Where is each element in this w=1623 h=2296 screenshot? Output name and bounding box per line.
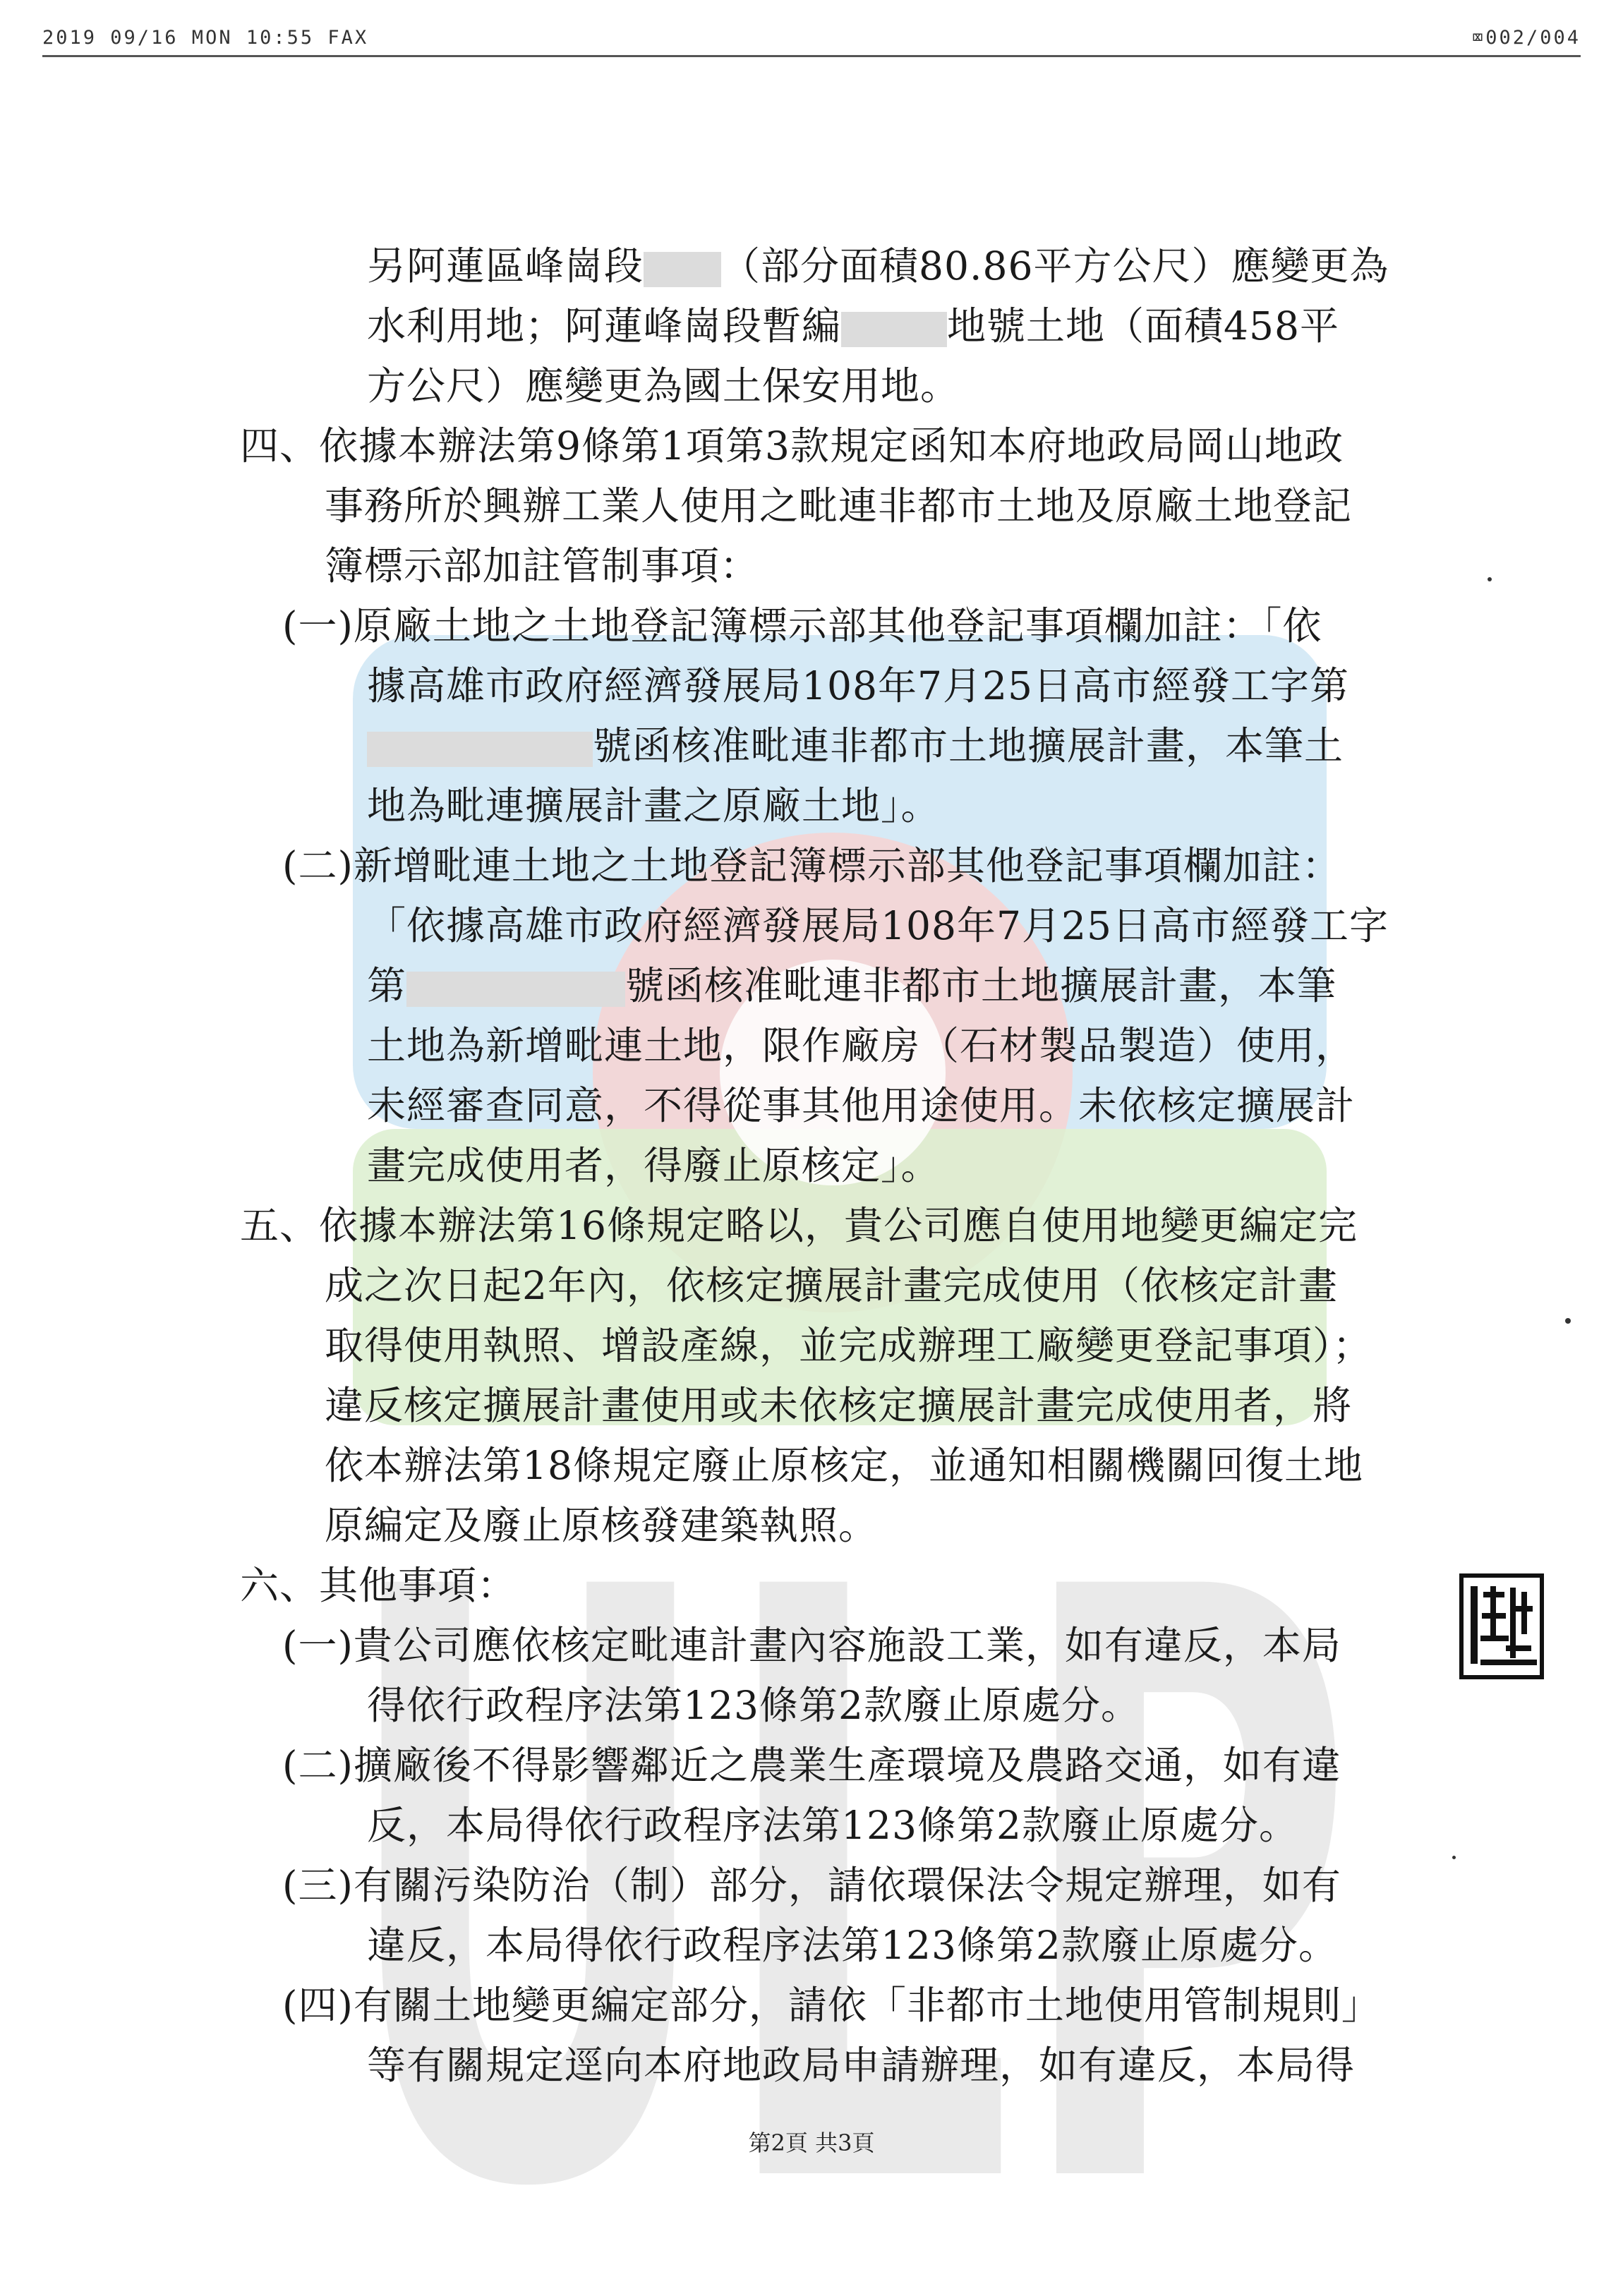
stamp-glyph-icon bbox=[1464, 1578, 1540, 1675]
redaction-block bbox=[367, 732, 593, 767]
text-line: 依本辦法第18條規定廢止原核定，並通知相關機關回復土地 bbox=[325, 1443, 1363, 1488]
text-line: 原編定及廢止原核發建築執照。 bbox=[325, 1503, 879, 1548]
text-line: 違反，本局得依行政程序法第123條第2款廢止原處分。 bbox=[367, 1923, 1338, 1968]
redaction-block bbox=[406, 972, 625, 1007]
text-line: 方公尺）應變更為國土保安用地。 bbox=[367, 363, 960, 409]
page-number: 第2頁 共3頁 bbox=[748, 2129, 875, 2156]
text-line: 另阿蓮區峰崗段 （部分面積80.86平方公尺）應變更為 bbox=[367, 243, 1389, 289]
text-line: 取得使用執照、增設產線，並完成辦理工廠變更登記事項）； bbox=[325, 1323, 1372, 1368]
text-line: (二)擴廠後不得影響鄰近之農業生產環境及農路交通，如有違 bbox=[282, 1743, 1341, 1788]
text-line: 據高雄市政府經濟發展局108年7月25日高市經發工字第 bbox=[367, 663, 1349, 708]
text-line: (一)貴公司應依核定毗連計畫內容施設工業，如有違反，本局 bbox=[282, 1623, 1341, 1668]
text-line: (三)有關污染防治（制）部分，請依環保法令規定辦理，如有 bbox=[282, 1863, 1341, 1908]
fax-timestamp: 2019 09/16 MON 10:55 FAX bbox=[42, 27, 369, 49]
text-line: 反，本局得依行政程序法第123條第2款廢止原處分。 bbox=[367, 1803, 1298, 1848]
text-line: 事務所於興辦工業人使用之毗連非都市土地及原廠土地登記 bbox=[325, 483, 1353, 528]
watermark-text: ULP bbox=[339, 1421, 1355, 2244]
text-line: 號函核准毗連非都市土地擴展計畫，本筆土 bbox=[367, 721, 1344, 771]
fax-page-counter: ⌧002/004 bbox=[1471, 27, 1581, 49]
text-line: 六、其他事項： bbox=[240, 1563, 517, 1608]
stamp-seal bbox=[1459, 1573, 1544, 1679]
text-line: 地為毗連擴展計畫之原廠土地」。 bbox=[367, 783, 941, 828]
fax-icon: ⌧ bbox=[1471, 27, 1486, 49]
text-line: 「依據高雄市政府經濟發展局108年7月25日高市經發工字 bbox=[367, 903, 1389, 948]
text-line: 簿標示部加註管制事項： bbox=[325, 543, 760, 588]
text-line: 得依行政程序法第123條第2款廢止原處分。 bbox=[367, 1683, 1140, 1728]
text-line: 四、依據本辦法第9條第1項第3款規定函知本府地政局岡山地政 bbox=[240, 423, 1344, 469]
text-line: (二)新增毗連土地之土地登記簿標示部其他登記事項欄加註： bbox=[282, 843, 1341, 888]
text-line: 成之次日起2年內，依核定擴展計畫完成使用（依核定計畫 bbox=[325, 1263, 1338, 1308]
text-line: (四)有關土地變更編定部分，請依「非都市土地使用管制規則」 bbox=[282, 1983, 1381, 2028]
text-line: 未經審查同意，不得從事其他用途使用。未依核定擴展計 bbox=[367, 1083, 1356, 1128]
text-line: 等有關規定逕向本府地政局申請辦理，如有違反，本局得 bbox=[367, 2043, 1356, 2088]
text-line: 違反核定擴展計畫使用或未依核定擴展計畫完成使用者，將 bbox=[325, 1383, 1353, 1428]
text-line: 土地為新增毗連土地，限作廠房（石材製品製造）使用， bbox=[367, 1023, 1356, 1068]
redaction-block bbox=[841, 312, 947, 347]
text-line: 水利用地；阿蓮峰崗段暫編 地號土地（面積458平 bbox=[367, 303, 1339, 349]
text-line: (一)原廠土地之土地登記簿標示部其他登記事項欄加註：「依 bbox=[282, 603, 1322, 648]
text-line: 畫完成使用者，得廢止原核定」。 bbox=[367, 1143, 941, 1188]
text-line: 五、依據本辦法第16條規定略以，貴公司應自使用地變更編定完 bbox=[240, 1203, 1358, 1248]
text-line: 第 號函核准毗連非都市土地擴展計畫，本筆 bbox=[367, 963, 1337, 1008]
redaction-block bbox=[644, 252, 721, 287]
